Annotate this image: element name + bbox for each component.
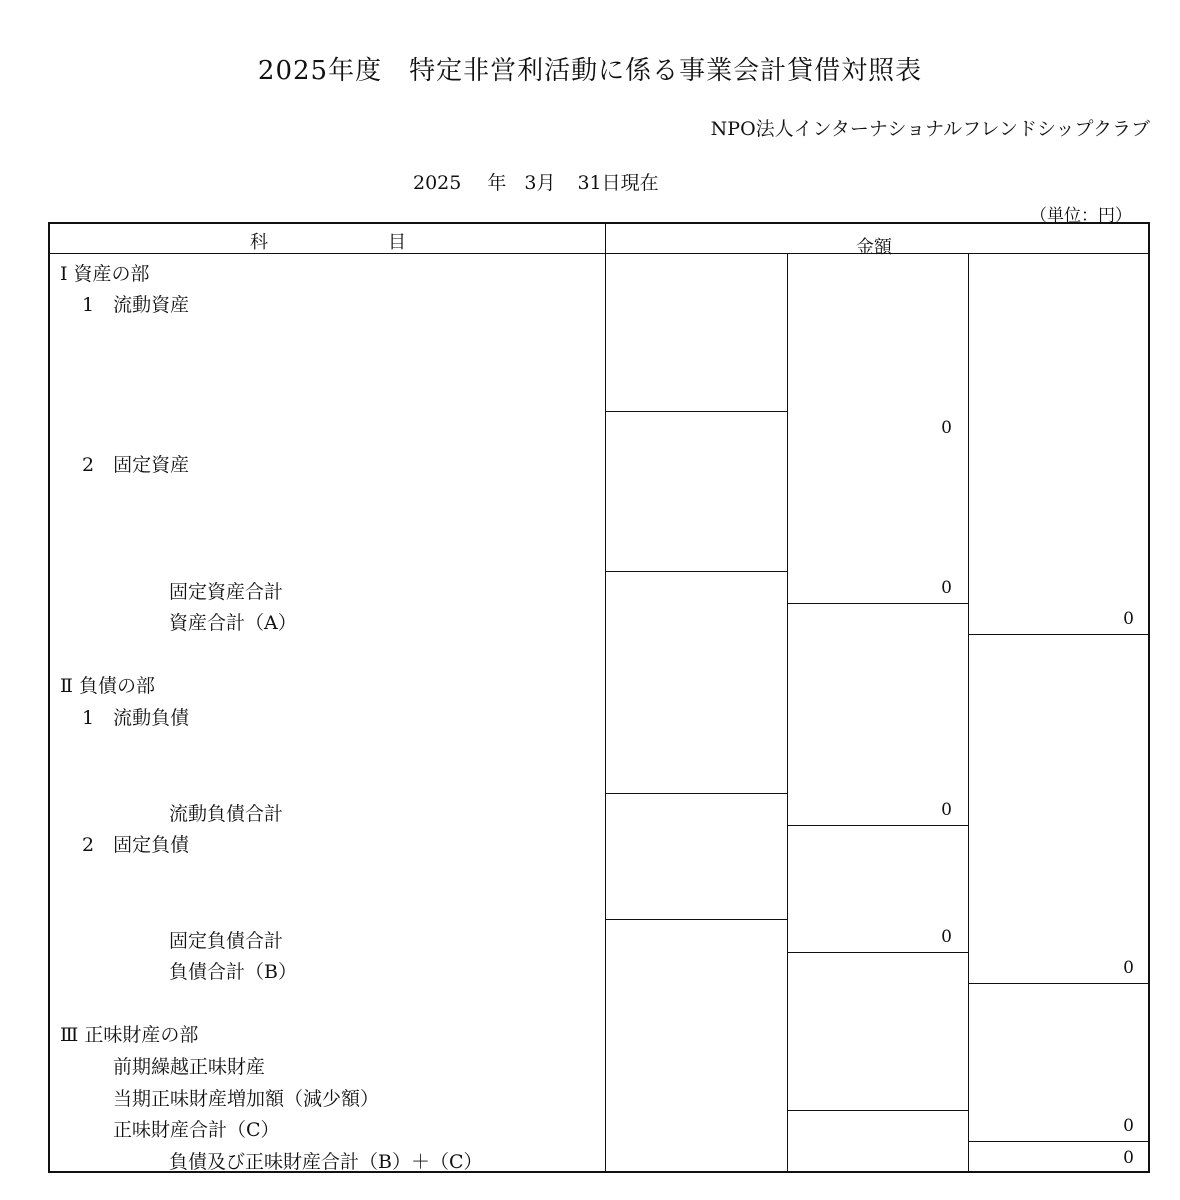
- col3-separator: [969, 983, 1149, 984]
- net-assets-total-label: 正味財産合計（C）: [113, 1119, 280, 1141]
- liabilities-total-label: 負債合計（B）: [169, 961, 297, 983]
- prior-net-assets-label: 前期繰越正味財産: [113, 1056, 266, 1078]
- col1-separator: [606, 919, 787, 920]
- fixed-liabilities-label: 2 固定負債: [82, 834, 190, 856]
- grand-total-amount: 0: [1123, 1148, 1134, 1168]
- unit-label: （単位：円）: [1030, 206, 1132, 226]
- fixed-assets-label: 2 固定資産: [82, 454, 190, 476]
- organization-name: NPO法人インターナショナルフレンドシップクラブ: [710, 118, 1150, 140]
- net-assets-change-label: 当期正味財産増加額（減少額）: [113, 1088, 380, 1110]
- col1-separator: [606, 411, 787, 412]
- fixed-liabilities-total-label: 固定負債合計: [169, 930, 284, 952]
- header-subject-2: 目: [388, 232, 406, 253]
- amount-col-divider-1: [787, 254, 788, 1172]
- current-liabilities-total-amount: 0: [941, 800, 952, 820]
- current-liabilities-total-label: 流動負債合計: [169, 803, 284, 825]
- liabilities-section-label: Ⅱ 負債の部: [60, 675, 155, 697]
- header-amount: 金額: [856, 237, 892, 258]
- date-day: 31日現在: [577, 172, 659, 194]
- net-assets-section-label: Ⅲ 正味財産の部: [60, 1024, 199, 1046]
- fixed-assets-total-amount: 0: [941, 578, 952, 598]
- date-year: 2025: [413, 172, 462, 194]
- liabilities-total-amount: 0: [1123, 958, 1134, 978]
- net-assets-total-amount: 0: [1123, 1116, 1134, 1136]
- col3-separator: [969, 1141, 1149, 1142]
- current-liabilities-label: 1 流動負債: [82, 707, 190, 729]
- col1-separator: [606, 571, 787, 572]
- header-subject-1: 科: [250, 232, 268, 253]
- date-month: 3月: [524, 172, 556, 194]
- fixed-liabilities-total-amount: 0: [941, 927, 952, 947]
- header-divider: [49, 253, 1149, 254]
- assets-section-label: Ⅰ 資産の部: [60, 263, 150, 285]
- subject-amount-divider: [605, 223, 606, 1172]
- col2-separator: [788, 1110, 968, 1111]
- assets-total-label: 資産合計（A）: [169, 612, 297, 634]
- report-date: [413, 168, 659, 195]
- current-assets-amount: 0: [941, 418, 952, 438]
- col1-separator: [606, 793, 787, 794]
- col2-separator: [788, 603, 968, 604]
- assets-total-amount: 0: [1123, 609, 1134, 629]
- fixed-assets-total-label: 固定資産合計: [169, 581, 284, 603]
- document-title: 2025年度 特定非営利活動に係る事業会計貸借対照表: [257, 56, 923, 86]
- col2-separator: [788, 952, 968, 953]
- table-frame: [48, 222, 1150, 1173]
- grand-total-label: 負債及び正味財産合計（B）＋（C）: [169, 1151, 483, 1173]
- amount-col-divider-2: [968, 254, 969, 1172]
- col2-separator: [788, 825, 968, 826]
- current-assets-label: 1 流動資産: [82, 294, 190, 316]
- col3-separator: [969, 634, 1149, 635]
- date-year-unit: 年: [487, 172, 507, 194]
